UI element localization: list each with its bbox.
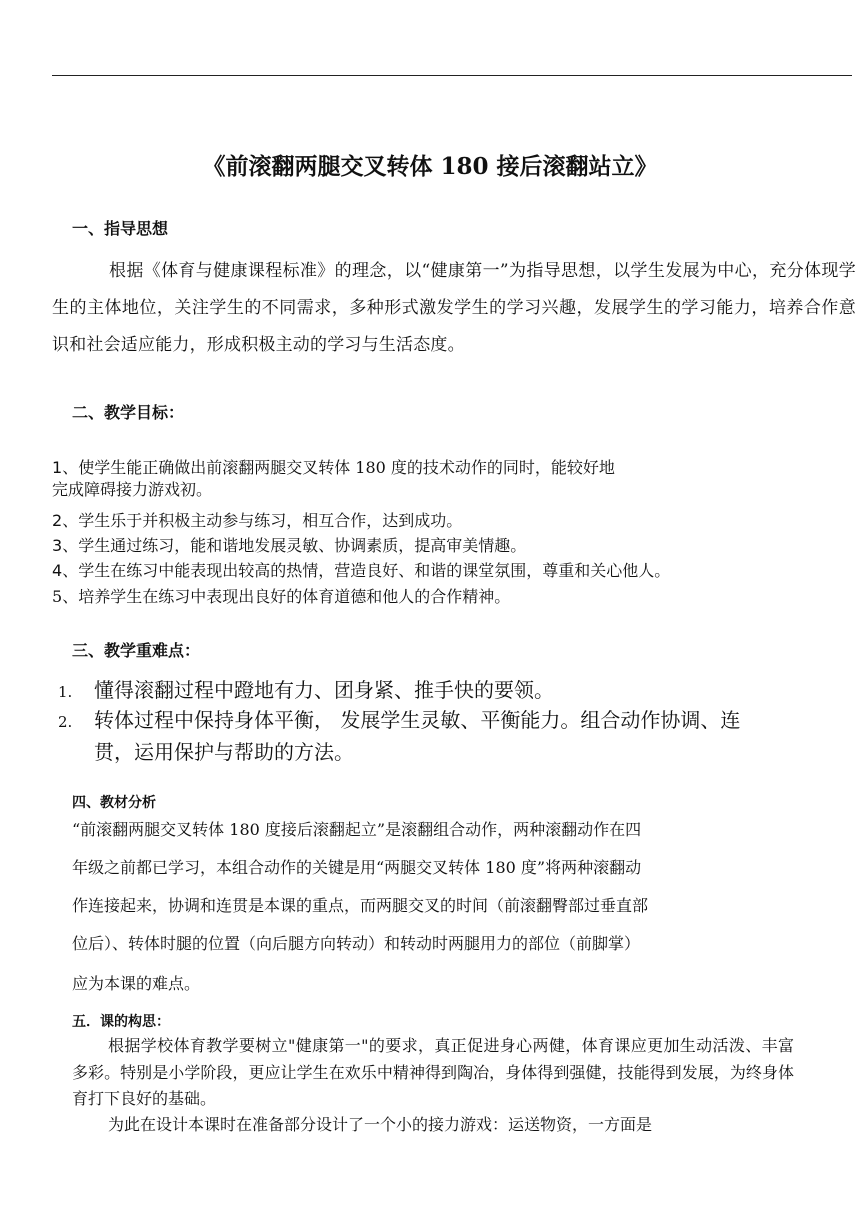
analysis-line-5: 应为本课的难点。: [72, 974, 201, 993]
goal-number: 4: [52, 561, 63, 580]
document-title: 《前滚翻两腿交叉转体 180 接后滚翻站立》: [202, 153, 658, 180]
analysis-line-2: 年级之前都已学习，本组合动作的关键是用“两腿交叉转体 180 度”将两种滚翻动: [72, 858, 642, 877]
section1-body: 根据《体育与健康课程标准》的理念，以“健康第一”为指导思想，以学生发展为中心，充分体现学生的主体地位，关注学生的不同需求，多种形式激发学生的学习兴趣，发展学生的学习能力，培养合作意识和社会适应能力，形成积极主动的学习与生活态度。: [52, 261, 856, 355]
goal-number: 3: [52, 536, 63, 555]
difficulty-text: 懂得滚翻过程中蹬地有力、团身紧、推手快的要领。: [94, 678, 554, 702]
goal-text: 、学生在练习中能表现出较高的热情，营造良好、和谐的课堂氛围，尊重和关心他人。: [62, 561, 671, 580]
section4-heading: 四、教材分析: [72, 795, 156, 811]
analysis-line-4: 位后）、转体时腿的位置（向后腿方向转动）和转动时两腿用力的部位（前脚掌）: [72, 934, 641, 953]
header-rule: [52, 75, 852, 76]
section3-heading: 三、教学重难点：: [72, 641, 201, 660]
goal-item-4: [52, 560, 670, 582]
goal-item-1: [52, 457, 615, 501]
difficulty-item-1: [58, 675, 554, 707]
difficulty-item-2: [58, 705, 740, 767]
goal-text-continued: 完成障碍接力游戏初。: [52, 480, 213, 499]
section5-paragraph-2: 为此在设计本课时在准备部分设计了一个小的接力游戏：运送物资，一方面是: [108, 1115, 653, 1134]
goal-text: 、学生通过练习，能和谐地发展灵敏、协调素质，提高审美情趣。: [62, 536, 527, 555]
goal-text: 、学生乐于并积极主动参与练习，相互合作，达到成功。: [62, 511, 463, 530]
section2-heading: 二、教学目标：: [72, 403, 185, 422]
difficulty-number: 2.: [58, 713, 73, 731]
difficulty-text-continued: 贯，运用保护与帮助的方法。: [94, 740, 354, 764]
analysis-line-3: 作连接起来，协调和连贯是本课的重点，而两腿交叉的时间（前滚翻臀部过垂直部: [72, 896, 649, 915]
difficulty-number: 1.: [58, 683, 73, 701]
goal-item-2: [52, 510, 462, 532]
analysis-line-1: “前滚翻两腿交叉转体 180 度接后滚翻起立”是滚翻组合动作，两种滚翻动作在四: [72, 820, 642, 839]
goal-item-3: [52, 535, 526, 557]
goal-item-5: [52, 586, 510, 608]
difficulty-text: 转体过程中保持身体平衡， 发展学生灵敏、平衡能力。组合动作协调、连: [94, 708, 741, 732]
goal-text: 、培养学生在练习中表现出良好的体育道德和他人的合作精神。: [62, 587, 511, 606]
goal-text: 、使学生能正确做出前滚翻两腿交叉转体 180 度的技术动作的同时，能较好地: [62, 458, 615, 477]
section5-heading: 五．课的构思：: [72, 1014, 170, 1030]
goal-number: 5: [52, 587, 63, 606]
section1-heading: 一、指导思想: [72, 219, 169, 238]
goal-number: 2: [52, 511, 63, 530]
goal-number: 1: [52, 458, 63, 477]
section5-paragraph-1: 根据学校体育教学要树立"健康第一"的要求，真正促进身心两健，体育课应更加生动活泼、丰富多彩。特别是小学阶段，更应让学生在欢乐中精神得到陶冶，身体得到强健，技能得到发展，为终身体育打下良好的基础。: [72, 1036, 794, 1108]
